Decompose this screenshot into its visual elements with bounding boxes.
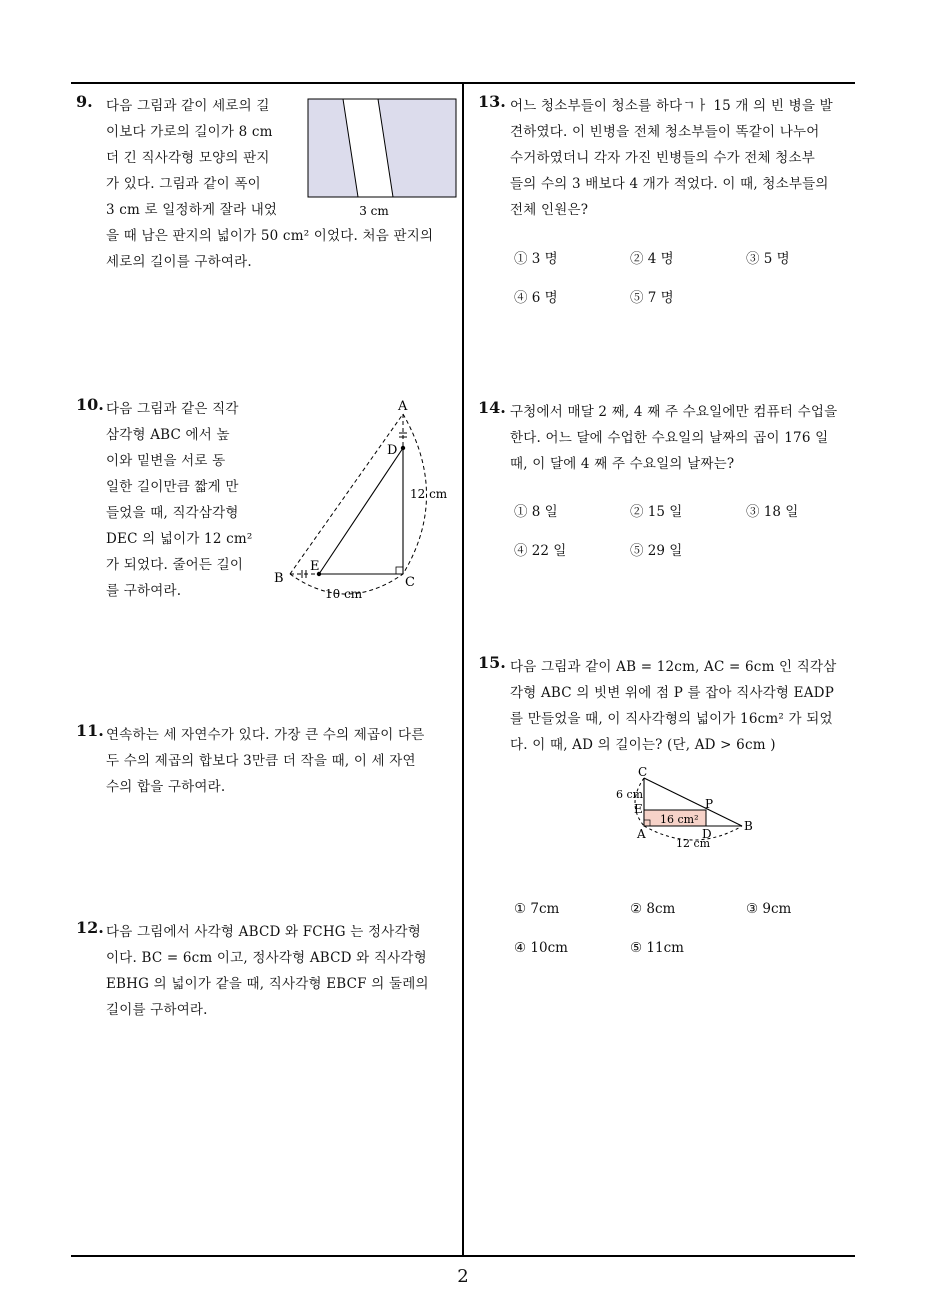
question-text-line: 연속하는 세 자연수가 있다. 가장 큰 수의 제곱이 다른 xyxy=(106,727,425,743)
question-text-line: 3 cm 로 일정하게 잘라 내었 xyxy=(106,202,278,218)
question-text-line: 들었을 때, 직각삼각형 xyxy=(106,505,239,521)
answer-choice-4[interactable]: ④ 6 명 xyxy=(514,290,558,306)
question-number: 12. xyxy=(76,918,104,937)
question-text-line: 가 되었다. 줄어든 길이 xyxy=(106,557,244,573)
vertex-a-label: A xyxy=(398,399,408,414)
question-text-line: 전체 인원은? xyxy=(510,202,589,218)
question-text-line: 구청에서 매달 2 째, 4 째 주 수요일에만 컴퓨터 수업을 xyxy=(510,404,838,420)
vertex-b-label: B xyxy=(274,571,284,586)
answer-choice-4[interactable]: ④ 10cm xyxy=(514,940,568,956)
question-text-line: 이보다 가로의 길이가 8 cm xyxy=(106,124,273,140)
strip-width-label: 3 cm xyxy=(359,204,389,218)
question-number: 13. xyxy=(478,92,506,111)
vertex-c-label: C xyxy=(638,765,648,779)
answer-choice-3[interactable]: ③ 5 명 xyxy=(746,251,790,267)
answer-choice-1[interactable]: ① 8 일 xyxy=(514,504,558,520)
question-text-line: 다음 그림과 같은 직각 xyxy=(106,401,239,417)
question-text-line: 견하였다. 이 빈병을 전체 청소부들이 똑같이 나누어 xyxy=(510,124,820,140)
cardboard-figure xyxy=(300,95,460,220)
question-number: 9. xyxy=(76,92,93,111)
vertex-d-label: D xyxy=(702,827,712,841)
answer-choice-5[interactable]: ⑤ 11cm xyxy=(630,940,684,956)
area-label: 16 cm² xyxy=(660,813,699,826)
question-text-line: 이다. BC = 6cm 이고, 정사각형 ABCD 와 직사각형 xyxy=(106,950,427,966)
question-text-line: 삼각형 ABC 에서 높 xyxy=(106,427,230,443)
question-text-line: 수거하였더니 각자 가진 빈병들의 수가 전체 청소부 xyxy=(510,150,816,166)
question-text-line: 어느 청소부들이 청소를 하다ㄱㅏ 15 개 의 빈 병을 발 xyxy=(510,98,833,114)
question-text-line: 다음 그림과 같이 AB = 12cm, AC = 6cm 인 직각삼 xyxy=(510,659,837,675)
question-text-line: DEC 의 넓이가 12 cm² xyxy=(106,531,253,547)
question-text-line: 다음 그림과 같이 세로의 길 xyxy=(106,98,270,114)
answer-choice-4[interactable]: ④ 22 일 xyxy=(514,543,567,559)
question-text-line: 세로의 길이를 구하여라. xyxy=(106,254,252,270)
answer-choice-3[interactable]: ③ 18 일 xyxy=(746,504,799,520)
rectangle-in-triangle-figure xyxy=(612,762,772,852)
triangle-figure xyxy=(270,396,460,606)
bottom-rule xyxy=(71,1255,855,1257)
answer-choice-3[interactable]: ③ 9cm xyxy=(746,901,792,917)
answer-choice-5[interactable]: ⑤ 29 일 xyxy=(630,543,683,559)
side-ab-label: 12 cm xyxy=(676,837,711,850)
side-bc-label: 10 cm xyxy=(325,587,363,601)
page-number: 2 xyxy=(457,1266,469,1287)
question-number: 15. xyxy=(478,653,506,672)
question-text-line: 일한 길이만큼 짧게 만 xyxy=(106,479,239,495)
question-number: 11. xyxy=(76,721,104,740)
side-ac-label: 12 cm xyxy=(410,487,448,501)
question-text-line: 가 있다. 그림과 같이 폭이 xyxy=(106,176,261,192)
question-text-line: 이와 밑변을 서로 동 xyxy=(106,453,226,469)
answer-choice-5[interactable]: ⑤ 7 명 xyxy=(630,290,674,306)
answer-choice-2[interactable]: ② 15 일 xyxy=(630,504,683,520)
vertex-p-label: P xyxy=(705,797,714,811)
question-text-line: 한다. 어느 달에 수업한 수요일의 날짜의 곱이 176 일 xyxy=(510,430,829,446)
vertex-c-label: C xyxy=(405,575,415,590)
question-text-line: 을 때 남은 판지의 넓이가 50 cm² 이었다. 처음 판지의 xyxy=(106,228,434,244)
question-text-line: 다음 그림에서 사각형 ABCD 와 FCHG 는 정사각형 xyxy=(106,924,421,940)
side-ac-label: 6 cm xyxy=(616,788,644,801)
question-text-line: 더 긴 직사각형 모양의 판지 xyxy=(106,150,270,166)
question-number: 10. xyxy=(76,395,104,414)
question-text-line: 길이를 구하여라. xyxy=(106,1002,208,1018)
column-divider xyxy=(462,82,464,1256)
answer-choice-2[interactable]: ② 4 명 xyxy=(630,251,674,267)
answer-choice-2[interactable]: ② 8cm xyxy=(630,901,676,917)
answer-choice-1[interactable]: ① 7cm xyxy=(514,901,560,917)
question-number: 14. xyxy=(478,398,506,417)
vertex-e-label: E xyxy=(634,802,643,816)
vertex-b-label: B xyxy=(744,819,753,833)
vertex-a-label: A xyxy=(637,827,646,841)
question-text-line: 두 수의 제곱의 합보다 3만큼 더 작을 때, 이 세 자연 xyxy=(106,753,416,769)
vertex-d-label: D xyxy=(387,443,398,458)
question-text-line: 를 만들었을 때, 이 직사각형의 넓이가 16cm² 가 되었 xyxy=(510,711,833,727)
answer-choice-1[interactable]: ① 3 명 xyxy=(514,251,558,267)
question-text-line: EBHG 의 넓이가 같을 때, 직사각형 EBCF 의 둘레의 xyxy=(106,976,429,992)
question-text-line: 들의 수의 3 배보다 4 개가 적었다. 이 때, 청소부들의 xyxy=(510,176,829,192)
vertex-e-label: E xyxy=(310,559,320,574)
question-text-line: 때, 이 달에 4 째 주 수요일의 날짜는? xyxy=(510,456,735,472)
question-text-line: 수의 합을 구하여라. xyxy=(106,779,226,795)
question-text-line: 각형 ABC 의 빗변 위에 점 P 를 잡아 직사각형 EADP xyxy=(510,685,834,701)
question-text-line: 다. 이 때, AD 의 길이는? (단, AD > 6cm ) xyxy=(510,737,776,753)
question-text-line: 를 구하여라. xyxy=(106,583,182,599)
